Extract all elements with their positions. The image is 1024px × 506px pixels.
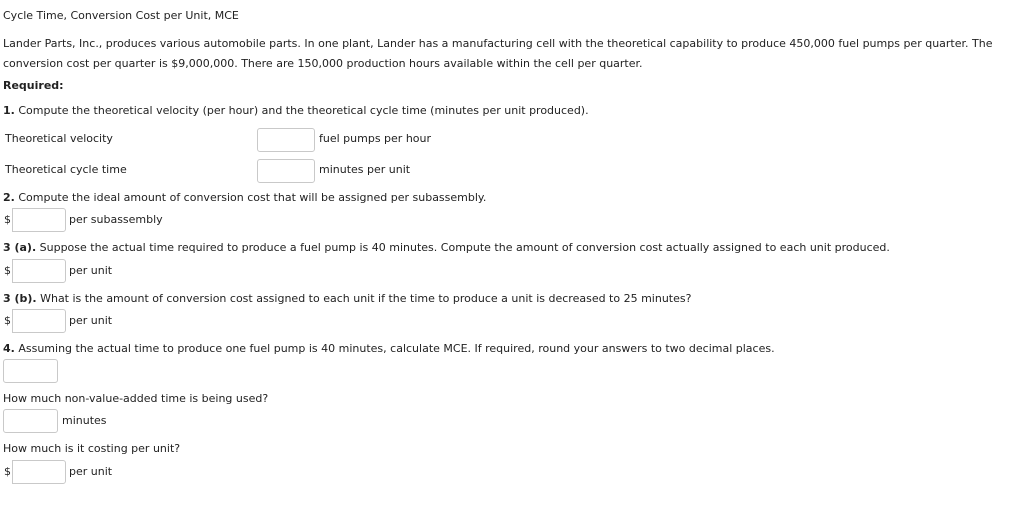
ideal-conversion-cost-unit: per subassembly [69,213,163,226]
problem-intro: Lander Parts, Inc., produces various automobile parts. In one plant, Lander has a manufacturing cell with the theoretical capability to produce 450,000 fuel pumps per quarter. The conversion cost per quarter is $9,000,000. There are 150,000 production hours available within the cell per quarter. [3,37,993,70]
question-4 [3,342,775,355]
problem-title: Cycle Time, Conversion Cost per Unit, MCE [3,9,239,22]
question-1-number: 1. [3,104,15,117]
actual-conversion-cost-unit: per unit [69,264,113,277]
question-3a-text: Suppose the actual time required to produce a fuel pump is 40 minutes. Compute the amount of conversion cost actually assigned to each unit produced. [36,241,890,254]
dollar-sign: $ [4,213,11,226]
dollar-sign: $ [4,314,11,327]
non-value-added-question: How much non-value-added time is being used? [3,392,269,405]
reduced-time-conversion-cost-unit: per unit [69,314,113,327]
question-1 [3,104,589,117]
question-2-number: 2. [3,191,15,204]
question-2-text: Compute the ideal amount of conversion cost that will be assigned per subassembly. [14,191,487,204]
question-3a [3,241,890,254]
question-4-number: 4. [3,342,15,355]
theoretical-cycle-time-unit: minutes per unit [319,163,411,176]
question-2 [3,191,486,204]
non-value-added-time-unit: minutes [62,414,107,427]
nva-cost-per-unit-input[interactable] [12,460,66,484]
question-3b [3,292,691,305]
nva-cost-per-unit-unit: per unit [69,465,113,478]
ideal-conversion-cost-input[interactable] [12,208,66,232]
theoretical-velocity-input[interactable] [257,128,315,152]
theoretical-velocity-unit: fuel pumps per hour [319,132,432,145]
mce-input[interactable] [3,359,58,383]
question-3b-text: What is the amount of conversion cost assigned to each unit if the time to produce a unit is decreased to 25 minutes? [36,292,692,305]
theoretical-velocity-label: Theoretical velocity [5,132,113,145]
question-3b-number: 3 (b). [3,292,37,305]
theoretical-cycle-time-input[interactable] [257,159,315,183]
question-3a-number: 3 (a). [3,241,37,254]
required-heading: Required: [3,79,64,92]
cost-per-unit-question: How much is it costing per unit? [3,442,181,455]
actual-conversion-cost-input[interactable] [12,259,66,283]
reduced-time-conversion-cost-input[interactable] [12,309,66,333]
theoretical-cycle-time-label: Theoretical cycle time [5,163,127,176]
dollar-sign: $ [4,465,11,478]
non-value-added-time-input[interactable] [3,409,58,433]
dollar-sign: $ [4,264,11,277]
question-1-text: Compute the theoretical velocity (per hour) and the theoretical cycle time (minutes per unit produced). [14,104,589,117]
question-4-text: Assuming the actual time to produce one fuel pump is 40 minutes, calculate MCE. If required, round your answers to two decimal places. [14,342,775,355]
